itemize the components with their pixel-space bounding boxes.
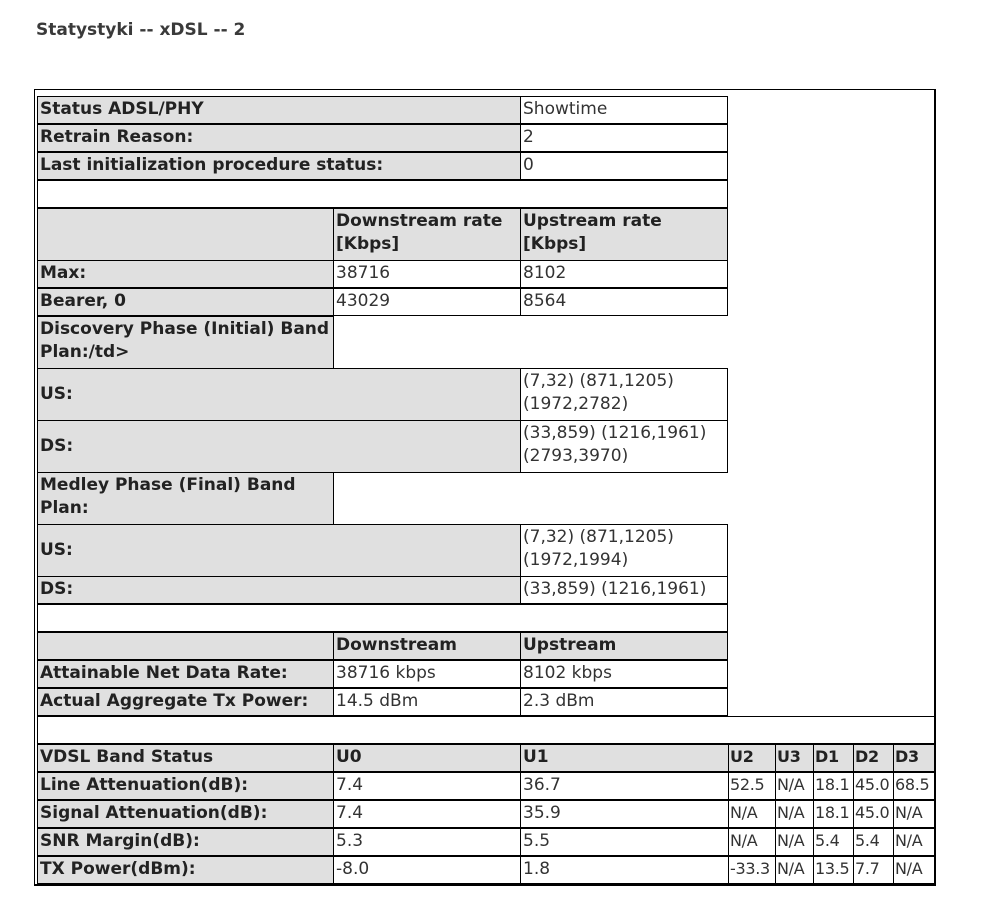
- table-cell: 5.4: [853, 828, 894, 856]
- bearer-upstream-value: 8564: [520, 288, 728, 316]
- spacer-row: [37, 180, 728, 208]
- table-cell: 52.5: [728, 772, 776, 800]
- tx-power-dbm-label: TX Power(dBm):: [37, 856, 334, 884]
- table-cell: 5.4: [813, 828, 854, 856]
- table-cell: N/A: [728, 828, 776, 856]
- status-label: Status ADSL/PHY: [37, 96, 521, 124]
- tx-power-label: Actual Aggregate Tx Power:: [37, 688, 334, 716]
- table-cell: N/A: [893, 856, 935, 884]
- max-rate-label: Max:: [37, 260, 334, 288]
- col-header-u2: U2: [728, 744, 776, 772]
- medley-ds-label: DS:: [37, 576, 521, 604]
- medley-phase-label: Medley Phase (Final) Band Plan:: [37, 472, 334, 525]
- attainable-downstream-value: 38716 kbps: [333, 660, 521, 688]
- table-cell: N/A: [728, 800, 776, 828]
- discovery-ds-label: DS:: [37, 420, 521, 473]
- max-downstream-value: 38716: [333, 260, 521, 288]
- spacer-row: [37, 716, 935, 744]
- col-header-u3: U3: [775, 744, 814, 772]
- snr-margin-label: SNR Margin(dB):: [37, 828, 334, 856]
- table-cell: N/A: [775, 800, 814, 828]
- col-header-u0: U0: [333, 744, 521, 772]
- init-status-label: Last initialization procedure status:: [37, 152, 521, 180]
- table-cell: 35.9: [520, 800, 729, 828]
- table-cell: 18.1: [813, 772, 854, 800]
- attainable-upstream-value: 8102 kbps: [520, 660, 728, 688]
- downstream-rate-header: Downstream rate [Kbps]: [333, 208, 521, 261]
- downstream-header: Downstream: [333, 632, 521, 660]
- tx-power-upstream-value: 2.3 dBm: [520, 688, 728, 716]
- page-title: Statystyki -- xDSL -- 2: [36, 20, 246, 40]
- table-cell: N/A: [893, 828, 935, 856]
- line-attenuation-label: Line Attenuation(dB):: [37, 772, 334, 800]
- table-cell: 7.4: [333, 800, 521, 828]
- spacer-row: [37, 604, 728, 632]
- table-cell: 7.4: [333, 772, 521, 800]
- table-cell: N/A: [893, 800, 935, 828]
- rates-corner-header: [37, 208, 334, 261]
- table-cell: -33.3: [728, 856, 776, 884]
- max-upstream-value: 8102: [520, 260, 728, 288]
- col-header-d3: D3: [893, 744, 935, 772]
- col-header-d1: D1: [813, 744, 854, 772]
- retrain-reason-label: Retrain Reason:: [37, 124, 521, 152]
- attainable-rate-label: Attainable Net Data Rate:: [37, 660, 334, 688]
- retrain-reason-value: 2: [520, 124, 728, 152]
- table-cell: 68.5: [893, 772, 935, 800]
- signal-attenuation-label: Signal Attenuation(dB):: [37, 800, 334, 828]
- table-cell: N/A: [775, 772, 814, 800]
- table-cell: 13.5: [813, 856, 854, 884]
- table-cell: 45.0: [853, 800, 894, 828]
- discovery-phase-label: Discovery Phase (Initial) Band Plan:/td>: [37, 316, 334, 369]
- bearer-label: Bearer, 0: [37, 288, 334, 316]
- table-cell: 36.7: [520, 772, 729, 800]
- medley-us-label: US:: [37, 524, 521, 577]
- discovery-us-label: US:: [37, 368, 521, 421]
- table-cell: 45.0: [853, 772, 894, 800]
- vdsl-band-status-header: VDSL Band Status: [37, 744, 334, 772]
- power-corner-header: [37, 632, 334, 660]
- upstream-header: Upstream: [520, 632, 728, 660]
- table-cell: N/A: [775, 856, 814, 884]
- upstream-rate-header: Upstream rate [Kbps]: [520, 208, 728, 261]
- discovery-ds-value: (33,859) (1216,1961) (2793,3970): [520, 420, 728, 473]
- table-cell: 18.1: [813, 800, 854, 828]
- discovery-us-value: (7,32) (871,1205) (1972,2782): [520, 368, 728, 421]
- init-status-value: 0: [520, 152, 728, 180]
- status-value: Showtime: [520, 96, 728, 124]
- table-cell: 5.5: [520, 828, 729, 856]
- tx-power-downstream-value: 14.5 dBm: [333, 688, 521, 716]
- table-cell: -8.0: [333, 856, 521, 884]
- table-cell: 1.8: [520, 856, 729, 884]
- table-cell: 7.7: [853, 856, 894, 884]
- medley-ds-value: (33,859) (1216,1961): [520, 576, 728, 604]
- col-header-u1: U1: [520, 744, 729, 772]
- table-cell: 5.3: [333, 828, 521, 856]
- medley-us-value: (7,32) (871,1205) (1972,1994): [520, 524, 728, 577]
- bearer-downstream-value: 43029: [333, 288, 521, 316]
- col-header-d2: D2: [853, 744, 894, 772]
- table-cell: N/A: [775, 828, 814, 856]
